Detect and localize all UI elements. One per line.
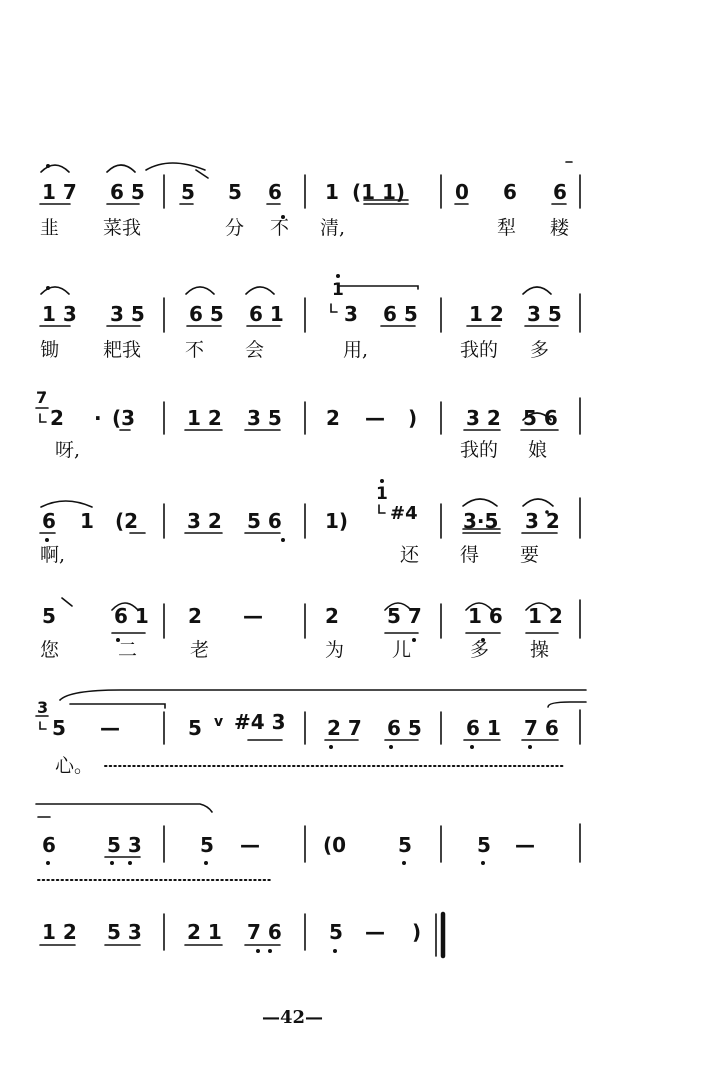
note: 6 5 [189,302,224,326]
slur [70,704,165,708]
note: 6 1 [249,302,284,326]
note: #4 [390,503,418,524]
dash: — [243,604,263,628]
note: (1 1) [352,180,406,204]
note: 6 1 [114,604,149,628]
lyric: 二 [118,639,138,661]
lyric: 分 [225,217,245,239]
note: 6 1 [466,716,501,740]
note: 3 2 [525,509,560,533]
note: 3 5 [247,406,282,430]
note: 0 [455,180,469,204]
paren: ) [408,406,418,430]
note: 3 5 [110,302,145,326]
lyric: 用, [343,339,369,361]
note: 6 5 [383,302,418,326]
note: 6 [553,180,567,204]
note: 3 5 [527,302,562,326]
note: 2 [325,604,339,628]
grace-note: 7 [36,388,48,407]
lyric: 韭 [40,217,60,239]
note: 2 [188,604,202,628]
note: 1 2 [469,302,504,326]
note: 5 6 [523,406,558,430]
note: 5 [188,716,202,740]
lyric: 心。 [55,755,94,777]
note: 7 6 [247,920,282,944]
lyric: 您 [40,639,60,661]
breath-mark: v [214,714,224,730]
note: 5 [200,833,214,857]
note: 1 6 [468,604,503,628]
lyric: 我的 [460,439,499,461]
slur [548,702,586,707]
glide [62,598,72,606]
dash: — [365,406,385,430]
note: 6 [42,833,56,857]
lyric: 要 [520,544,540,566]
note: 5 7 [387,604,422,628]
slur [246,287,274,294]
page-number: —42— [262,1007,324,1028]
dash: — [100,716,120,740]
lyric: 娘 [528,439,548,461]
dash: — [515,833,535,857]
note: 6 [268,180,282,204]
note: 5 3 [107,920,142,944]
note: 1 [80,509,94,533]
dash: — [240,833,260,857]
lyric: 啊, [40,544,66,566]
slur [146,163,205,170]
lyric: 得 [460,544,480,566]
grace-hook [379,505,385,513]
note: 1 [325,180,339,204]
note: 2 1 [187,920,222,944]
note: (0 [323,833,347,857]
grace-hook [40,414,46,422]
lyric: 不 [185,339,205,361]
lyric: 老 [190,639,210,661]
slur [523,287,551,294]
note: 6 [503,180,517,204]
lyric: 清, [320,217,346,239]
grace-note: 1 [376,484,388,504]
lyric: 耙我 [103,339,142,361]
note: 1 [332,280,344,300]
lyric: 操 [530,639,550,661]
grace-hook [40,722,46,729]
lyric: 犁 [497,217,517,239]
lyric: 多 [530,339,550,361]
note: 7 6 [524,716,559,740]
note: 5 [181,180,195,204]
note: 6 5 [110,180,145,204]
long-slur [60,690,586,700]
note: 5 [42,604,56,628]
note: 2 [50,406,64,430]
lyric: 多 [470,639,490,661]
lyric: 菜我 [103,217,142,239]
note: 3 2 [187,509,222,533]
slur [41,287,69,294]
dot: · [94,406,102,430]
note: 1 7 [42,180,77,204]
lyric: 不 [270,217,290,239]
slur [463,499,497,506]
note: 5 [228,180,242,204]
lyric: 会 [245,339,265,361]
note: 3 2 [466,406,501,430]
note: (3 [112,406,136,430]
slur [186,287,214,294]
note: 5 [329,920,343,944]
grace-note: 3 [37,698,49,717]
note: 3 [344,302,358,326]
note: 5 3 [107,833,142,857]
note: 1 2 [42,920,77,944]
lyric: 儿 [392,639,412,661]
note: 1 3 [42,302,77,326]
slur [523,499,553,506]
slur [36,804,212,812]
lyric: 还 [400,544,420,566]
note: 5 [477,833,491,857]
note: 1 2 [187,406,222,430]
paren: ) [412,920,422,944]
lyric: 耧 [550,217,570,239]
slur [338,286,418,289]
note: 2 7 [327,716,362,740]
note: 2 [326,406,340,430]
lyric: 为 [325,639,345,661]
slur [41,501,92,507]
note: 1 2 [528,604,563,628]
glide [196,170,208,178]
note: 5 [52,716,66,740]
lyric: 我的 [460,339,499,361]
note: 6 5 [387,716,422,740]
note: 1) [325,509,349,533]
note: 5 [398,833,412,857]
note: (2 [115,509,139,533]
slur [41,165,69,172]
note: #4 3 [234,710,286,734]
slur [107,165,135,172]
lyric: 呀, [55,439,81,461]
lyric: 锄 [40,339,60,361]
note: 6 [42,509,56,533]
note: 3·5 [463,509,499,533]
note: 5 6 [247,509,282,533]
dash: — [365,920,385,944]
grace-hook [331,304,337,312]
